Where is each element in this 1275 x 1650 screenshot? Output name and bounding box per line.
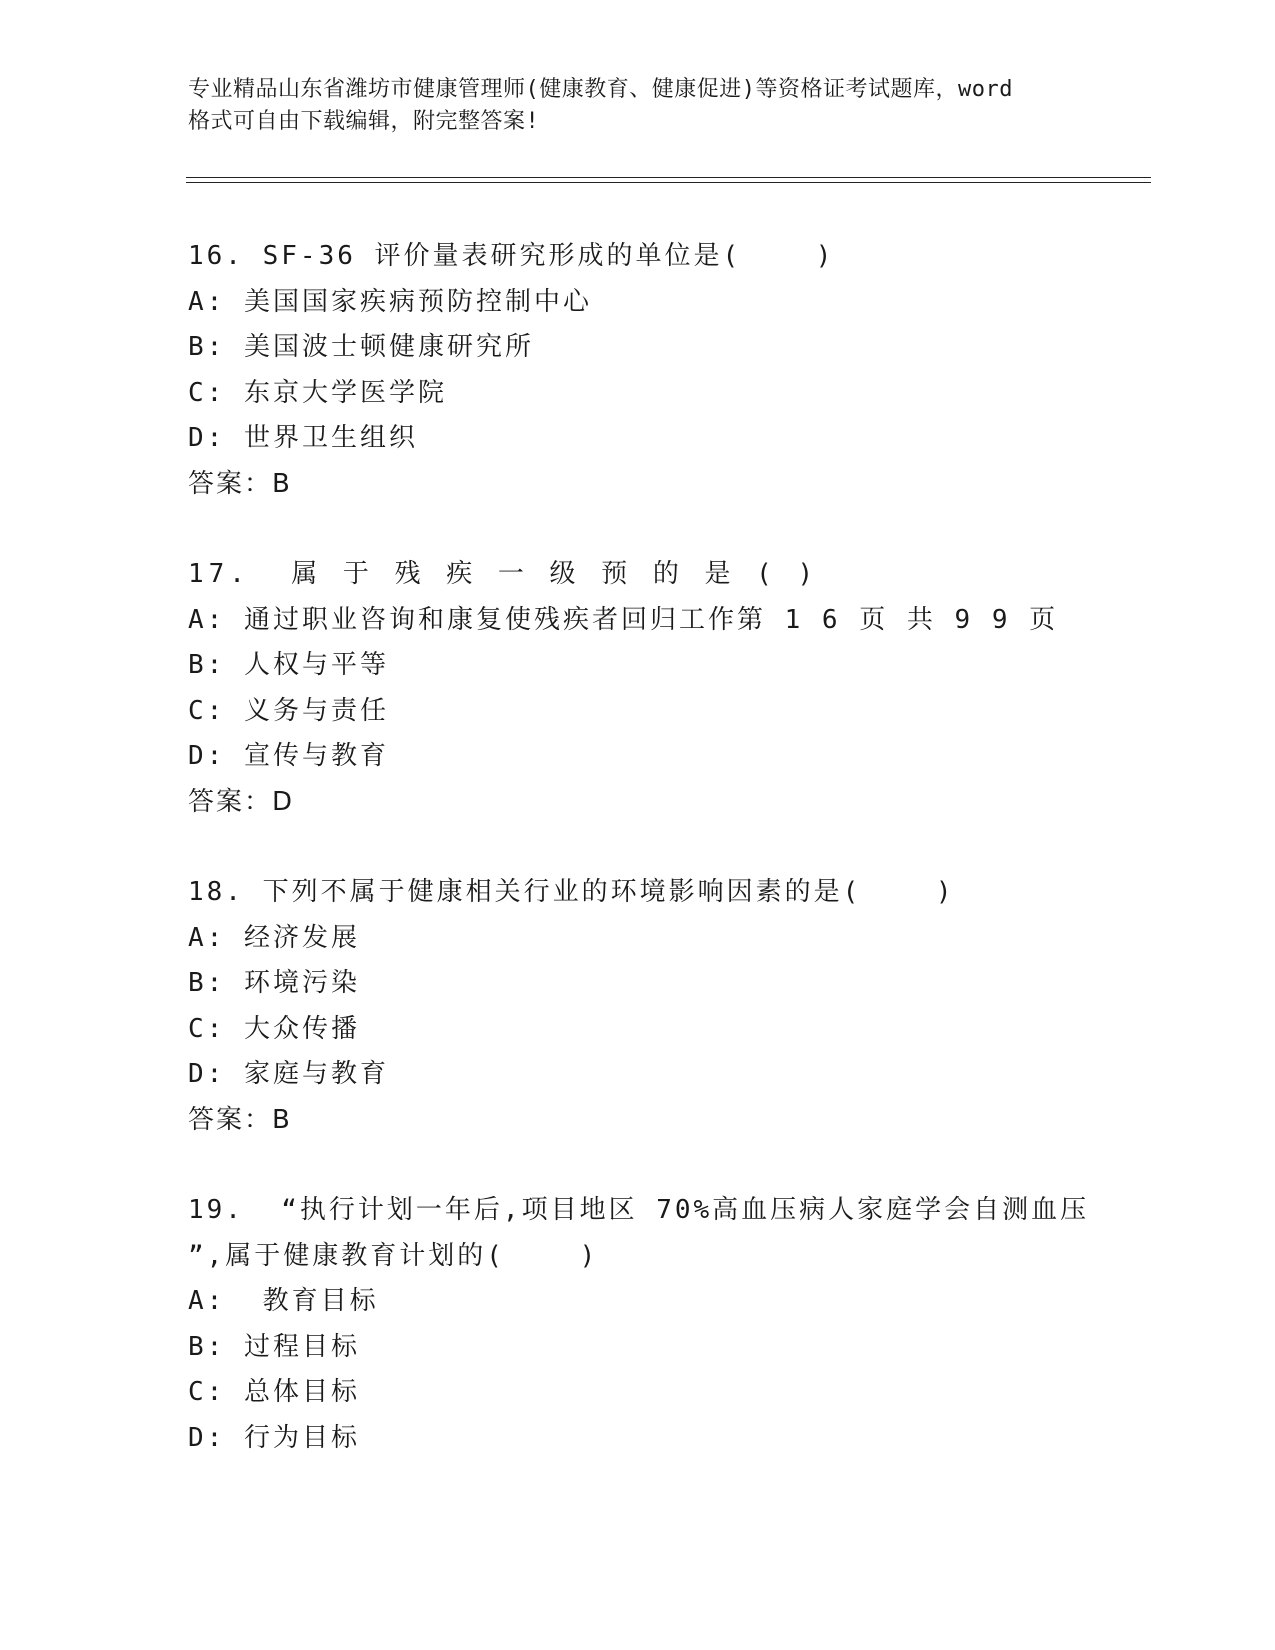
option-b: B: 环境污染	[188, 968, 360, 998]
answer-line: 答案：D	[188, 786, 295, 817]
answer-line: 答案：B	[188, 468, 292, 499]
question-stem-line-2: ”,属于健康教育计划的( )	[188, 1240, 599, 1271]
document-header	[188, 74, 1088, 138]
question-19	[188, 1188, 1148, 1461]
option-a: A: 经济发展	[188, 922, 360, 953]
option-a: A: 教育目标	[188, 1286, 379, 1316]
option-b: B: 美国波士顿健康研究所	[188, 332, 534, 362]
option-b: B: 人权与平等	[188, 650, 389, 680]
question-18	[188, 870, 1148, 1143]
question-stem: 16. SF-36 评价量表研究形成的单位是( )	[188, 241, 835, 271]
option-d: D: 行为目标	[188, 1422, 360, 1453]
option-b: B: 过程目标	[188, 1331, 360, 1362]
question-17	[188, 552, 1148, 825]
header-double-rule	[186, 177, 1151, 183]
option-c: C: 东京大学医学院	[188, 377, 447, 408]
answer-line: 答案：B	[188, 1104, 292, 1135]
option-d: D: 世界卫生组织	[188, 423, 418, 453]
question-16	[188, 234, 1148, 507]
header-line-1: 专业精品山东省潍坊市健康管理师(健康教育、健康促进)等资格证考试题库，word	[188, 77, 1013, 102]
question-list	[188, 234, 1148, 1506]
option-c: C: 义务与责任	[188, 695, 389, 726]
option-d: D: 宣传与教育	[188, 741, 389, 771]
option-a: A: 通过职业咨询和康复使残疾者回归工作第 1 6 页 共 9 9 页	[188, 604, 1059, 635]
header-line-2: 格式可自由下载编辑，附完整答案!	[188, 109, 540, 134]
option-c: C: 大众传播	[188, 1013, 360, 1044]
question-stem: 17. 属 于 残 疾 一 级 预 的 是 ( )	[188, 559, 819, 589]
option-a: A: 美国国家疾病预防控制中心	[188, 286, 592, 317]
option-d: D: 家庭与教育	[188, 1059, 389, 1089]
question-stem: 18. 下列不属于健康相关行业的环境影响因素的是( )	[188, 877, 955, 907]
question-stem-line-1: 19. “执行计划一年后,项目地区 70%高血压病人家庭学会自测血压	[188, 1195, 1090, 1225]
option-c: C: 总体目标	[188, 1377, 360, 1407]
